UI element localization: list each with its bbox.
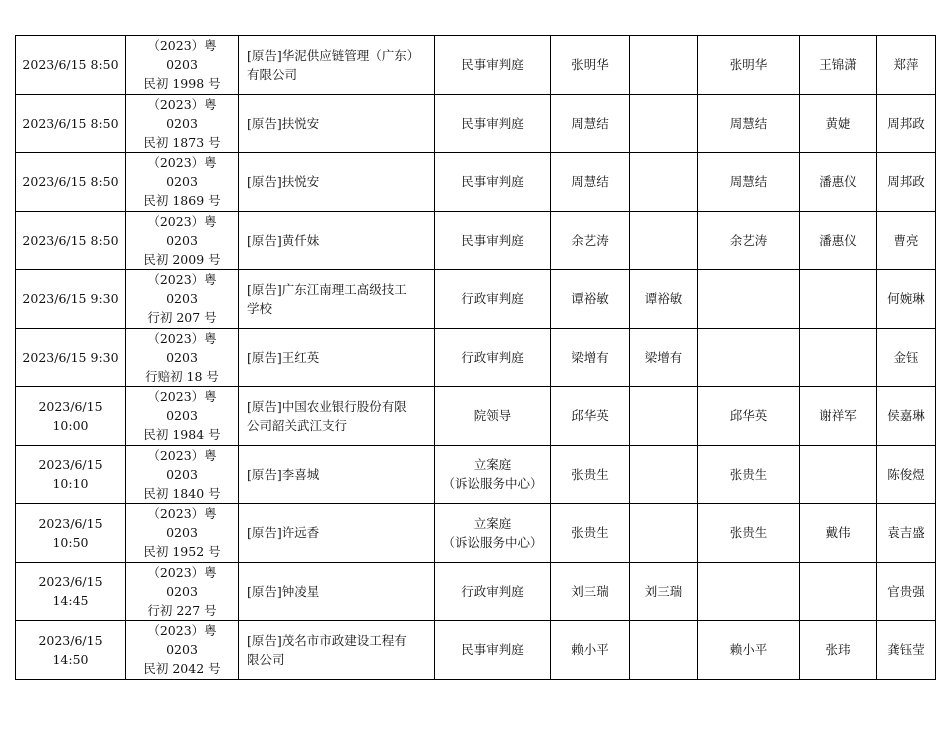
case-number-cell bbox=[126, 504, 239, 563]
case-number-line: （2023）粤 0203 bbox=[147, 564, 217, 599]
clerk-cell: 周邦政 bbox=[877, 94, 936, 153]
tribunal-line: 民事审判庭 bbox=[461, 174, 524, 190]
presiding-judge-cell: 周慧结 bbox=[551, 94, 630, 153]
tribunal-cell bbox=[435, 387, 551, 446]
judge-3-cell bbox=[698, 270, 800, 329]
tribunal-line: 民事审判庭 bbox=[461, 115, 524, 131]
party-cell bbox=[239, 270, 435, 329]
clerk-cell: 袁吉盛 bbox=[877, 504, 936, 563]
hearing-datetime-cell: 2023/6/15 9:30 bbox=[16, 328, 126, 387]
hearing-datetime-cell: 2023/6/15 8:50 bbox=[16, 94, 126, 153]
judge-3-cell bbox=[698, 328, 800, 387]
tribunal-line: 立案庭 bbox=[473, 457, 512, 473]
party-line: [原告]钟凌星 bbox=[247, 583, 320, 599]
table-row bbox=[16, 445, 936, 504]
judge-3-cell: 周慧结 bbox=[698, 94, 800, 153]
party-cell bbox=[239, 562, 435, 621]
presiding-judge-cell: 刘三瑞 bbox=[551, 562, 630, 621]
party-line: [原告]黄仟妹 bbox=[247, 232, 320, 248]
judge-3-cell: 周慧结 bbox=[698, 153, 800, 212]
table-row bbox=[16, 211, 936, 270]
tribunal-line: （诉讼服务中心） bbox=[442, 476, 543, 492]
judge-2-cell: 梁增有 bbox=[630, 328, 698, 387]
clerk-cell: 何婉琳 bbox=[877, 270, 936, 329]
hearing-datetime-cell: 2023/6/15 10:50 bbox=[16, 504, 126, 563]
clerk-cell: 曹亮 bbox=[877, 211, 936, 270]
table-row bbox=[16, 153, 936, 212]
clerk-cell: 官贵强 bbox=[877, 562, 936, 621]
case-number-line: （2023）粤 0203 bbox=[147, 623, 217, 658]
party-cell bbox=[239, 36, 435, 95]
case-number-line: 民初 1840 号 bbox=[143, 485, 221, 501]
judge-3-cell: 赖小平 bbox=[698, 621, 800, 680]
schedule-page bbox=[15, 35, 936, 680]
table-row bbox=[16, 387, 936, 446]
case-number-line: （2023）粤 0203 bbox=[147, 447, 217, 482]
case-number-line: （2023）粤 0203 bbox=[147, 38, 217, 73]
tribunal-cell bbox=[435, 562, 551, 621]
party-line: [原告]茂名市市政建设工程有 bbox=[247, 632, 407, 648]
tribunal-line: 民事审判庭 bbox=[461, 232, 524, 248]
table-row bbox=[16, 36, 936, 95]
party-cell bbox=[239, 328, 435, 387]
table-row bbox=[16, 504, 936, 563]
tribunal-cell bbox=[435, 445, 551, 504]
judge-3-cell bbox=[698, 562, 800, 621]
case-number-line: 民初 2009 号 bbox=[143, 251, 221, 267]
table-body bbox=[16, 36, 936, 680]
case-number-cell bbox=[126, 445, 239, 504]
party-cell bbox=[239, 153, 435, 212]
tribunal-line: 民事审判庭 bbox=[461, 642, 524, 658]
presiding-judge-cell: 赖小平 bbox=[551, 621, 630, 680]
tribunal-cell bbox=[435, 621, 551, 680]
hearing-datetime-cell: 2023/6/15 8:50 bbox=[16, 153, 126, 212]
juror-cell: 黄婕 bbox=[800, 94, 877, 153]
clerk-cell: 龚钰莹 bbox=[877, 621, 936, 680]
tribunal-cell bbox=[435, 94, 551, 153]
judge-2-cell: 刘三瑞 bbox=[630, 562, 698, 621]
case-number-line: （2023）粤 0203 bbox=[147, 96, 217, 131]
judge-2-cell bbox=[630, 445, 698, 504]
judge-2-cell bbox=[630, 94, 698, 153]
case-number-line: 行初 207 号 bbox=[147, 310, 217, 326]
tribunal-line: 行政审判庭 bbox=[461, 583, 524, 599]
tribunal-cell bbox=[435, 328, 551, 387]
table-row bbox=[16, 328, 936, 387]
hearing-datetime-cell: 2023/6/15 14:45 bbox=[16, 562, 126, 621]
judge-2-cell: 谭裕敏 bbox=[630, 270, 698, 329]
juror-cell bbox=[800, 445, 877, 504]
judge-3-cell: 张贵生 bbox=[698, 445, 800, 504]
case-number-line: （2023）粤 0203 bbox=[147, 272, 217, 307]
presiding-judge-cell: 周慧结 bbox=[551, 153, 630, 212]
juror-cell bbox=[800, 328, 877, 387]
juror-cell: 王锦潇 bbox=[800, 36, 877, 95]
juror-cell: 谢祥军 bbox=[800, 387, 877, 446]
case-number-line: 民初 1998 号 bbox=[143, 76, 221, 92]
party-cell bbox=[239, 621, 435, 680]
presiding-judge-cell: 张贵生 bbox=[551, 445, 630, 504]
tribunal-cell bbox=[435, 270, 551, 329]
party-line: [原告]中国农业银行股份有限 bbox=[247, 398, 407, 414]
presiding-judge-cell: 余艺涛 bbox=[551, 211, 630, 270]
table-row bbox=[16, 270, 936, 329]
case-number-line: 民初 2042 号 bbox=[143, 661, 221, 677]
case-number-line: （2023）粤 0203 bbox=[147, 506, 217, 541]
clerk-cell: 郑萍 bbox=[877, 36, 936, 95]
case-number-line: 民初 1869 号 bbox=[143, 193, 221, 209]
case-number-line: （2023）粤 0203 bbox=[147, 213, 217, 248]
hearing-datetime-cell: 2023/6/15 9:30 bbox=[16, 270, 126, 329]
case-number-line: 民初 1984 号 bbox=[143, 427, 221, 443]
juror-cell: 潘惠仪 bbox=[800, 211, 877, 270]
tribunal-line: （诉讼服务中心） bbox=[442, 534, 543, 550]
party-line: [原告]华泥供应链管理（广东） bbox=[247, 47, 420, 63]
clerk-cell: 金钰 bbox=[877, 328, 936, 387]
party-cell bbox=[239, 504, 435, 563]
party-line: [原告]广东江南理工高级技工 bbox=[247, 281, 407, 297]
judge-2-cell bbox=[630, 211, 698, 270]
tribunal-cell bbox=[435, 211, 551, 270]
party-line: [原告]许远香 bbox=[247, 525, 320, 541]
party-line: [原告]扶悦安 bbox=[247, 174, 320, 190]
judge-2-cell bbox=[630, 387, 698, 446]
tribunal-line: 院领导 bbox=[473, 408, 512, 424]
party-line: [原告]李喜城 bbox=[247, 466, 320, 482]
juror-cell: 戴伟 bbox=[800, 504, 877, 563]
hearing-datetime-cell: 2023/6/15 14:50 bbox=[16, 621, 126, 680]
party-line: 公司韶关武江支行 bbox=[247, 417, 348, 433]
judge-2-cell bbox=[630, 36, 698, 95]
case-number-cell bbox=[126, 562, 239, 621]
party-line: [原告]扶悦安 bbox=[247, 115, 320, 131]
judge-2-cell bbox=[630, 153, 698, 212]
case-number-line: （2023）粤 0203 bbox=[147, 155, 217, 190]
juror-cell: 潘惠仪 bbox=[800, 153, 877, 212]
case-number-line: 民初 1952 号 bbox=[143, 544, 221, 560]
case-number-cell bbox=[126, 153, 239, 212]
presiding-judge-cell: 梁增有 bbox=[551, 328, 630, 387]
judge-2-cell bbox=[630, 504, 698, 563]
case-number-cell bbox=[126, 270, 239, 329]
judge-3-cell: 邱华英 bbox=[698, 387, 800, 446]
tribunal-line: 行政审判庭 bbox=[461, 291, 524, 307]
party-cell bbox=[239, 445, 435, 504]
table-row bbox=[16, 94, 936, 153]
case-number-line: 行初 227 号 bbox=[147, 602, 217, 618]
case-number-line: （2023）粤 0203 bbox=[147, 330, 217, 365]
presiding-judge-cell: 张明华 bbox=[551, 36, 630, 95]
case-number-cell bbox=[126, 94, 239, 153]
party-line: 限公司 bbox=[247, 651, 285, 667]
judge-2-cell bbox=[630, 621, 698, 680]
table-row bbox=[16, 621, 936, 680]
judge-3-cell: 张明华 bbox=[698, 36, 800, 95]
table-row bbox=[16, 562, 936, 621]
tribunal-line: 立案庭 bbox=[473, 515, 512, 531]
party-cell bbox=[239, 387, 435, 446]
judge-3-cell: 余艺涛 bbox=[698, 211, 800, 270]
tribunal-line: 民事审判庭 bbox=[461, 57, 524, 73]
tribunal-line: 行政审判庭 bbox=[461, 349, 524, 365]
presiding-judge-cell: 邱华英 bbox=[551, 387, 630, 446]
tribunal-cell bbox=[435, 153, 551, 212]
case-number-cell bbox=[126, 328, 239, 387]
tribunal-cell bbox=[435, 504, 551, 563]
clerk-cell: 陈俊煜 bbox=[877, 445, 936, 504]
tribunal-cell bbox=[435, 36, 551, 95]
hearing-schedule-table bbox=[15, 35, 936, 680]
party-cell bbox=[239, 94, 435, 153]
case-number-cell bbox=[126, 387, 239, 446]
case-number-line: 行赔初 18 号 bbox=[145, 368, 219, 384]
presiding-judge-cell: 张贵生 bbox=[551, 504, 630, 563]
case-number-line: （2023）粤 0203 bbox=[147, 389, 217, 424]
party-line: 学校 bbox=[247, 300, 273, 316]
case-number-cell bbox=[126, 621, 239, 680]
presiding-judge-cell: 谭裕敏 bbox=[551, 270, 630, 329]
juror-cell: 张玮 bbox=[800, 621, 877, 680]
case-number-cell bbox=[126, 36, 239, 95]
hearing-datetime-cell: 2023/6/15 10:10 bbox=[16, 445, 126, 504]
hearing-datetime-cell: 2023/6/15 10:00 bbox=[16, 387, 126, 446]
juror-cell bbox=[800, 270, 877, 329]
hearing-datetime-cell: 2023/6/15 8:50 bbox=[16, 36, 126, 95]
juror-cell bbox=[800, 562, 877, 621]
case-number-cell bbox=[126, 211, 239, 270]
clerk-cell: 侯嘉琳 bbox=[877, 387, 936, 446]
party-line: [原告]王红英 bbox=[247, 349, 320, 365]
judge-3-cell: 张贵生 bbox=[698, 504, 800, 563]
hearing-datetime-cell: 2023/6/15 8:50 bbox=[16, 211, 126, 270]
clerk-cell: 周邦政 bbox=[877, 153, 936, 212]
party-line: 有限公司 bbox=[247, 66, 298, 82]
case-number-line: 民初 1873 号 bbox=[143, 134, 221, 150]
party-cell bbox=[239, 211, 435, 270]
